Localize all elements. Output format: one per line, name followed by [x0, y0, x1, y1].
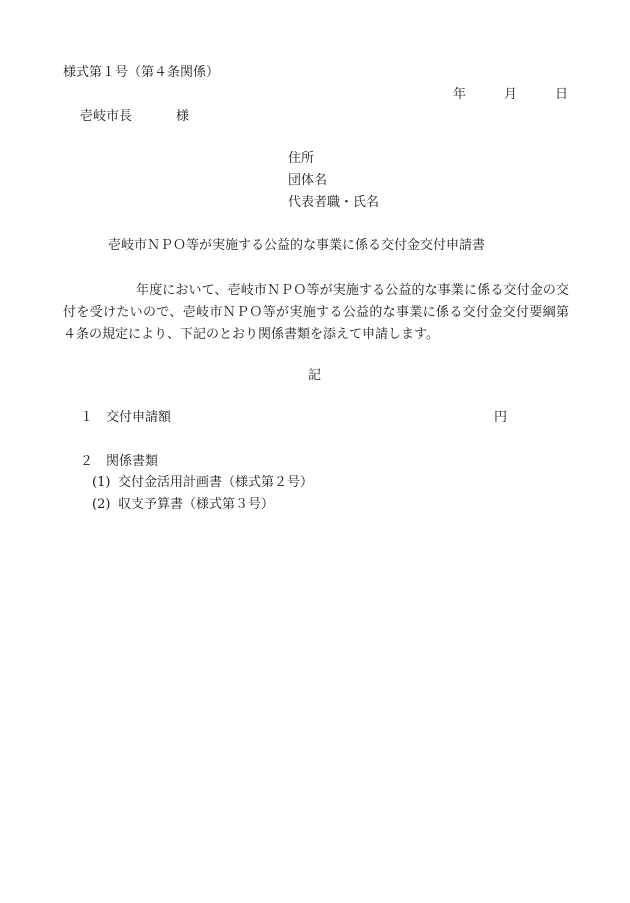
day-label: 日 — [555, 87, 569, 102]
item-number: ２ — [80, 454, 94, 469]
form-number: 様式第１号（第４条関係） — [63, 65, 220, 80]
month-label: 月 — [504, 87, 518, 102]
item-application-amount — [80, 409, 171, 427]
date-line — [453, 86, 568, 104]
document-title: 壱岐市ＮＰＯ等が実施する公益的な事業に係る交付金交付申請書 — [108, 238, 486, 253]
addressee-honorific: 様 — [176, 109, 190, 124]
item-related-documents — [80, 453, 158, 471]
addressee-name: 壱岐市長 — [80, 109, 133, 124]
item-number: １ — [80, 410, 94, 425]
applicant-organization-label: 団体名 — [288, 173, 328, 188]
subitem-usage-plan — [92, 474, 313, 492]
amount-unit: 円 — [494, 410, 508, 425]
body-paragraph: 年度において、壱岐市ＮＰＯ等が実施する公益的な事業に係る交付金の交付を受けたいので、壱岐市ＮＰＯ等が実施する公益的な事業に係る交付金交付要綱第４条の規定により、下記のとおり関係書類を添えて申請します。 — [63, 283, 569, 342]
year-label: 年 — [453, 87, 467, 102]
applicant-address-label: 住所 — [288, 151, 315, 166]
subitem-budget — [92, 496, 274, 514]
subitem-label: 交付金活用計画書（様式第２号） — [118, 475, 314, 490]
item-label: 関係書類 — [106, 454, 159, 469]
addressee — [80, 108, 189, 126]
subitem-number: (2) — [92, 497, 111, 512]
subitem-label: 収支予算書（様式第３号） — [118, 497, 275, 512]
applicant-representative-label: 代表者職・氏名 — [288, 195, 380, 210]
ki-heading: 記 — [308, 368, 322, 383]
item-label: 交付申請額 — [106, 410, 172, 425]
subitem-number: (1) — [92, 475, 111, 490]
